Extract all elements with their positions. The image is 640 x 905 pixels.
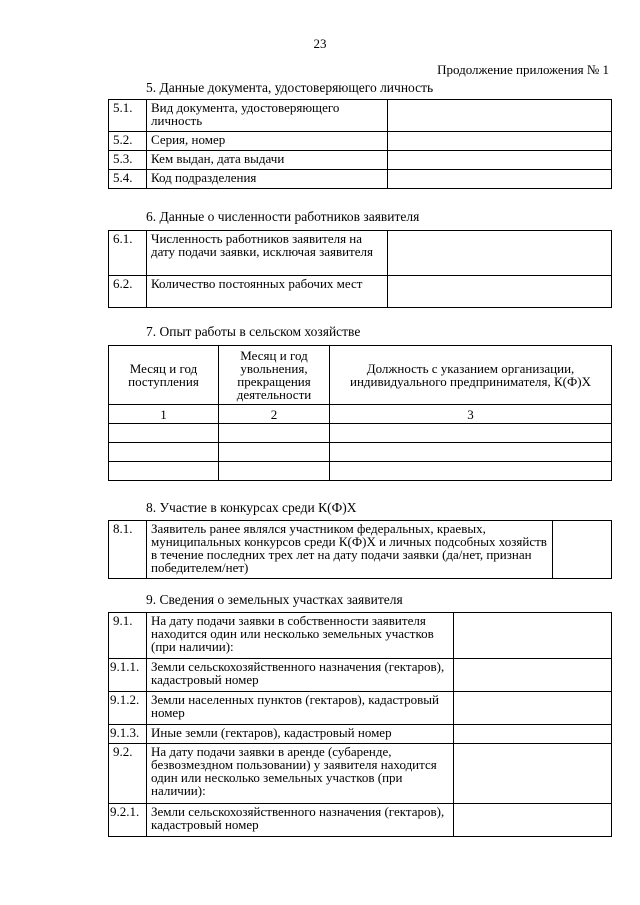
row-number: 9.2.1. [109,804,147,837]
empty-cell[interactable] [330,462,612,481]
column-number: 3 [330,405,612,424]
empty-cell[interactable] [330,443,612,462]
row-number: 5.3. [109,151,147,170]
section9-table [108,612,612,837]
row-label: Иные земли (гектаров), кадастровый номер [147,725,454,744]
column-header: Месяц и год увольнения, прекращения деятельности [219,346,330,405]
table-row [109,659,612,692]
table-header-row [109,346,612,405]
row-label: На дату подачи заявки в собственности заявителя находится один или несколько земельных участков (при наличии): [147,613,454,659]
row-label: Земли населенных пунктов (гектаров), кадастровый номер [147,692,454,725]
section7-table [108,345,612,481]
table-row [109,744,612,804]
value-cell[interactable] [454,804,612,837]
table-row [109,613,612,659]
column-number: 2 [219,405,330,424]
table-row [109,692,612,725]
table-row [109,462,612,481]
value-cell[interactable] [454,692,612,725]
value-cell[interactable] [454,613,612,659]
column-number: 1 [109,405,219,424]
value-cell[interactable] [454,659,612,692]
empty-cell[interactable] [219,443,330,462]
section7-title: 7. Опыт работы в сельском хозяйстве [146,324,361,339]
column-header: Должность с указанием организации, индивидуального предпринимателя, К(Ф)Х [330,346,612,405]
row-number: 9.1.3. [109,725,147,744]
table-row [109,424,612,443]
empty-cell[interactable] [109,443,219,462]
empty-cell[interactable] [219,462,330,481]
table-row [109,231,612,276]
value-cell[interactable] [388,132,612,151]
section6-table [108,230,612,308]
row-number: 9.1.1. [109,659,147,692]
value-cell[interactable] [553,521,612,579]
row-number: 9.1. [109,613,147,659]
table-row [109,725,612,744]
row-label: Земли сельскохозяйственного назначения (гектаров), кадастровый номер [147,659,454,692]
row-label: Серия, номер [147,132,388,151]
table-row [109,100,612,132]
row-label: Код подразделения [147,170,388,189]
row-label: Земли сельскохозяйственного назначения (гектаров), кадастровый номер [147,804,454,837]
section5-title: 5. Данные документа, удостоверяющего личность [146,80,434,95]
table-row [109,443,612,462]
empty-cell[interactable] [219,424,330,443]
section6-title: 6. Данные о численности работников заявителя [146,209,420,224]
section9-title: 9. Сведения о земельных участках заявителя [146,592,403,607]
value-cell[interactable] [454,725,612,744]
empty-cell[interactable] [109,424,219,443]
table-row [109,276,612,308]
row-label: На дату подачи заявки в аренде (субаренде, безвозмездном пользовании) у заявителя находится один или несколько земельных участков (при наличии): [147,744,454,804]
value-cell[interactable] [388,276,612,308]
column-number-row [109,405,612,424]
row-number: 5.4. [109,170,147,189]
table-row [109,804,612,837]
value-cell[interactable] [388,151,612,170]
section8-table [108,520,612,579]
table-row [109,170,612,189]
row-number: 8.1. [109,521,147,579]
row-number: 9.1.2. [109,692,147,725]
page-number: 23 [313,36,327,51]
row-number: 9.2. [109,744,147,804]
table-row [109,151,612,170]
continuation-note: Продолжение приложения № 1 [437,62,609,77]
row-number: 5.1. [109,100,147,132]
row-label: Количество постоянных рабочих мест [147,276,388,308]
row-label: Вид документа, удостоверяющего личность [147,100,388,132]
value-cell[interactable] [388,231,612,276]
value-cell[interactable] [388,100,612,132]
empty-cell[interactable] [109,462,219,481]
table-row [109,521,612,579]
row-number: 5.2. [109,132,147,151]
value-cell[interactable] [388,170,612,189]
row-label: Численность работников заявителя на дату подачи заявки, исключая заявителя [147,231,388,276]
row-label: Кем выдан, дата выдачи [147,151,388,170]
column-header: Месяц и год поступления [109,346,219,405]
table-row [109,132,612,151]
value-cell[interactable] [454,744,612,804]
row-number: 6.1. [109,231,147,276]
row-label: Заявитель ранее являлся участником федеральных, краевых, муниципальных конкурсов среди К(Ф)Х и личных подсобных хозяйств в течение последних трех лет на дату подачи заявки (да/нет, признан победителем/нет) [147,521,553,579]
empty-cell[interactable] [330,424,612,443]
section8-title: 8. Участие в конкурсах среди К(Ф)Х [146,500,357,515]
row-number: 6.2. [109,276,147,308]
section5-table [108,99,612,189]
